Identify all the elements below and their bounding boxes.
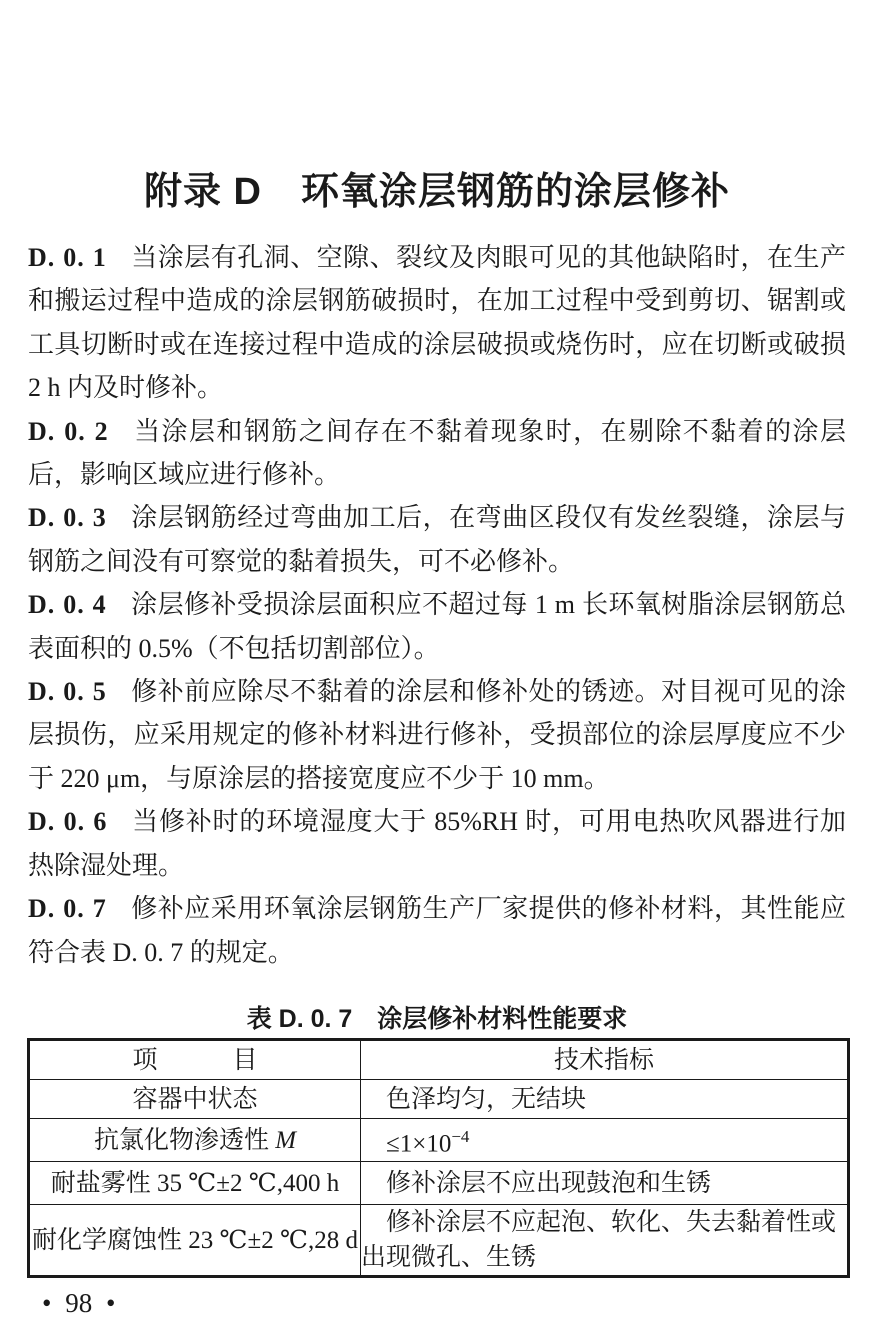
- table-header-row: [29, 1040, 849, 1080]
- clause-text: 涂层钢筋经过弯曲加工后，在弯曲区段仅有发丝裂缝，涂层与钢筋之间没有可察觉的黏着损失，可不必修补。: [28, 503, 846, 576]
- row-item: [29, 1119, 361, 1162]
- row-spec: 修补涂层不应起泡、软化、失去黏着性或出现微孔、生锈: [361, 1205, 849, 1277]
- clause-number: D. 0. 5: [28, 677, 107, 707]
- clause-text: 当涂层有孔洞、空隙、裂纹及肉眼可见的其他缺陷时，在生产和搬运过程中造成的涂层钢筋破损时，在加工过程中受到剪切、锯割或工具切断时或在连接过程中造成的涂层破损或烧伤时，应在切断或破损 2 h 内及时修补。: [28, 243, 846, 403]
- table-row: [29, 1205, 849, 1277]
- clause-text: 当涂层和钢筋之间存在不黏着现象时，在剔除不黏着的涂层后，影响区域应进行修补。: [28, 416, 846, 490]
- clause-d05: [28, 670, 846, 800]
- row-spec: 修补涂层不应出现鼓泡和生锈: [361, 1162, 849, 1205]
- table-caption: 表 D. 0. 7 涂层修补材料性能要求: [246, 1005, 628, 1033]
- table-row: [29, 1080, 849, 1119]
- clause-list: [28, 236, 846, 974]
- row-item: 耐盐雾性 35 ℃±2 ℃,400 h: [29, 1162, 361, 1205]
- clause-text: 涂层修补受损涂层面积应不超过每 1 m 长环氧树脂涂层钢筋总表面积的 0.5%（不包括切割部位）。: [28, 590, 846, 663]
- spec-exponent: −4: [451, 1127, 470, 1146]
- clause-number: D. 0. 2: [28, 416, 109, 446]
- clause-number: D. 0. 1: [28, 243, 107, 272]
- clause-d03: [28, 496, 846, 583]
- row-item: 耐化学腐蚀性 23 ℃±2 ℃,28 d: [29, 1205, 361, 1277]
- appendix-title: 附录 D 环氧涂层钢筋的涂层修补: [143, 171, 730, 214]
- clause-d01: [28, 236, 846, 410]
- clause-d07: [28, 887, 846, 974]
- clause-number: D. 0. 4: [28, 590, 107, 620]
- header-spec: 技术指标: [361, 1040, 849, 1080]
- row-item-text: 抗氯化物渗透性: [93, 1126, 276, 1154]
- page-number: • 98 •: [42, 1288, 116, 1318]
- row-item: 容器中状态: [29, 1080, 361, 1119]
- clause-d02: [28, 410, 846, 497]
- table-row: [29, 1119, 849, 1162]
- clause-d06: [28, 800, 846, 887]
- row-spec: [361, 1119, 849, 1162]
- row-spec: 色泽均匀，无结块: [361, 1080, 849, 1119]
- row-item-variable: M: [275, 1126, 297, 1154]
- clause-number: D. 0. 7: [28, 894, 107, 924]
- clause-number: D. 0. 3: [28, 503, 107, 533]
- clause-text: 当修补时的环境湿度大于 85%RH 时，可用电热吹风器进行加热除湿处理。: [28, 807, 847, 880]
- clause-text: 修补应采用环氧涂层钢筋生产厂家提供的修补材料，其性能应符合表 D. 0. 7 的规定。: [28, 894, 846, 967]
- clause-number: D. 0. 6: [28, 807, 108, 837]
- clause-d04: [28, 583, 846, 670]
- clause-text: 修补前应除尽不黏着的涂层和修补处的锈迹。对目视可见的涂层损伤，应采用规定的修补材料进行修补，受损部位的涂层厚度应不少于 220 μm，与原涂层的搭接宽度应不少于 10 mm。: [28, 677, 846, 793]
- repair-material-table: [27, 1038, 850, 1278]
- table-row: [29, 1162, 849, 1205]
- header-item: 项 目: [29, 1040, 361, 1080]
- spec-base: ≤1×10: [386, 1130, 452, 1158]
